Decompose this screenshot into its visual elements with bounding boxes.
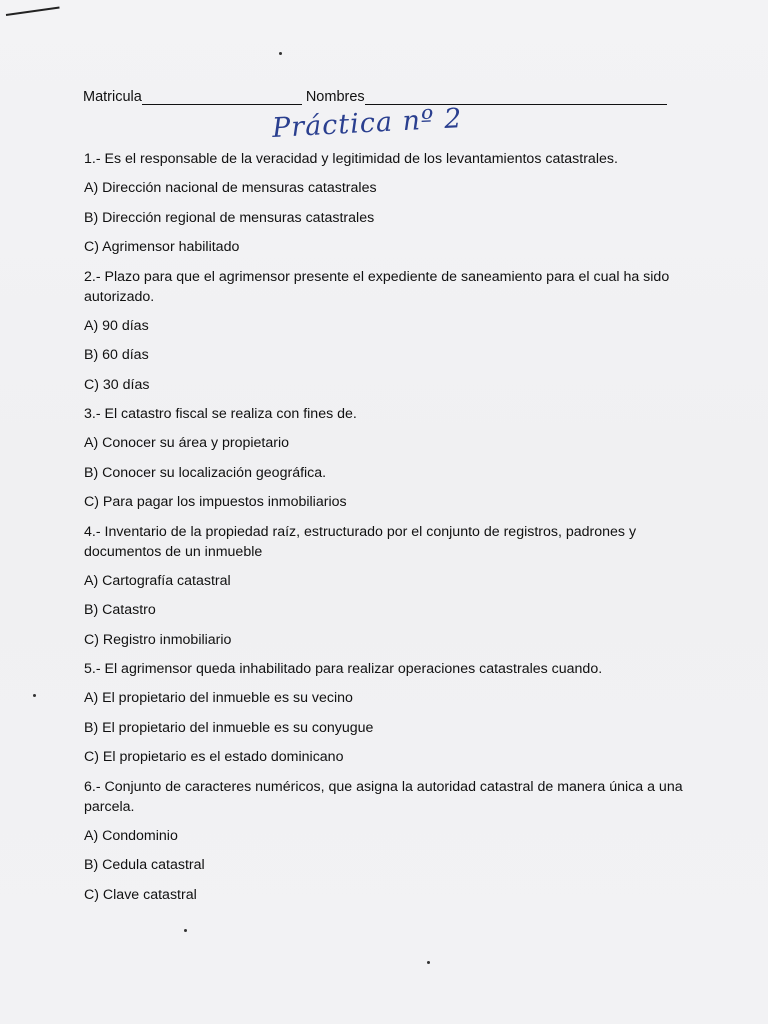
- question-block: [84, 777, 684, 905]
- speck: [427, 961, 430, 964]
- option-b: B) Catastro: [84, 602, 156, 618]
- option-b: B) Dirección regional de mensuras catastrales: [84, 209, 375, 226]
- question-text: 4.- Inventario de la propiedad raíz, estructurado por el conjunto de registros, padrones y documentos de un inmueble: [84, 523, 637, 560]
- option-c: C) 30 días: [84, 376, 150, 393]
- option-a: A) Conocer su área y propietario: [84, 435, 290, 451]
- option-b: B) Cedula catastral: [84, 857, 205, 873]
- option-a: A) Dirección nacional de mensuras catastrales: [84, 180, 377, 196]
- option-b: B) Conocer su localización geográfica.: [84, 464, 327, 481]
- handwritten-title: Práctica nº 2: [271, 103, 464, 144]
- question-text: 5.- El agrimensor queda inhabilitado para realizar operaciones catastrales cuando.: [84, 661, 603, 677]
- option-c: C) El propietario es el estado dominicano: [84, 749, 344, 765]
- question-block: [84, 404, 684, 512]
- option-c: C) Registro inmobiliario: [84, 631, 232, 648]
- questions-list: [84, 149, 684, 914]
- option-c: C) Para pagar los impuestos inmobiliarios: [84, 494, 347, 510]
- speck: [33, 694, 36, 697]
- option-c: C) Agrimensor habilitado: [84, 239, 240, 255]
- speck: [184, 929, 187, 932]
- matricula-blank: [142, 90, 302, 105]
- option-b: B) El propietario del inmueble es su conyugue: [84, 719, 374, 736]
- question-text: 6.- Conjunto de caracteres numéricos, que asigna la autoridad catastral de manera única a una parcela.: [84, 778, 683, 815]
- speck: [279, 52, 282, 55]
- matricula-label: Matricula: [83, 89, 142, 105]
- nombres-label: Nombres: [305, 89, 365, 105]
- option-a: A) 90 días: [84, 317, 149, 334]
- question-text: 1.- Es el responsable de la veracidad y legitimidad de los levantamientos catastrales.: [84, 151, 618, 167]
- option-b: B) 60 días: [84, 347, 149, 363]
- question-block: [84, 659, 684, 767]
- option-a: A) Condominio: [84, 827, 178, 844]
- question-text: 2.- Plazo para que el agrimensor presente el expediente de saneamiento para el cual ha sido autorizado.: [84, 268, 670, 305]
- question-block: [84, 522, 684, 650]
- option-c: C) Clave catastral: [84, 886, 197, 903]
- question-block: [84, 149, 684, 257]
- nombres-blank: [365, 90, 667, 105]
- question-block: [84, 267, 684, 395]
- option-a: A) Cartografía catastral: [84, 572, 231, 589]
- pen-mark: [6, 6, 60, 15]
- option-a: A) El propietario del inmueble es su vecino: [84, 690, 353, 706]
- student-header: [83, 89, 667, 105]
- question-text: 3.- El catastro fiscal se realiza con fines de.: [84, 406, 357, 422]
